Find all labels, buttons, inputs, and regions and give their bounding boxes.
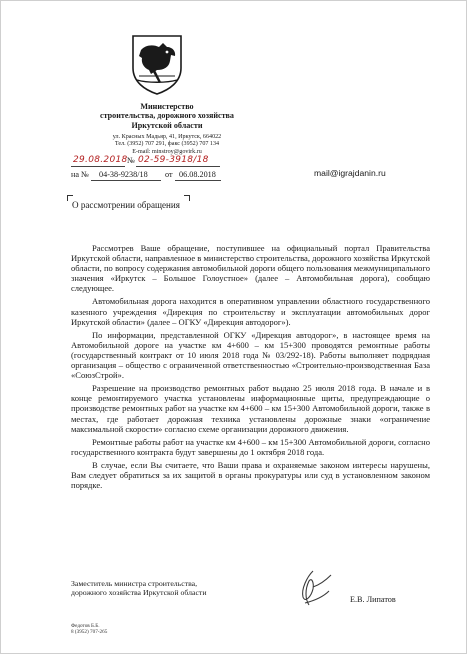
org-phone: Тел. (3952) 707 291, факс (3952) 707 134 [114, 141, 220, 148]
date-underline [71, 166, 125, 167]
signer-role-line-2: дорожного хозяйства Иркутской области [71, 588, 207, 597]
handwritten-signature [283, 567, 335, 609]
signer-name: Е.В. Липатов [350, 595, 396, 604]
signer-role [71, 579, 207, 597]
org-name-line-3: Иркутской области [131, 120, 203, 130]
body-paragraph-6: В случае, если Вы считаете, что Ваши права и охраняемые законом интересы нарушены, Вам следует обратиться за их защитой в органы прокуратуры или суд в установленном законом порядке. [71, 459, 430, 491]
handwritten-number-prefix: № [127, 156, 135, 165]
recipient-email: mail@igrajdanin.ru [314, 168, 386, 178]
handwritten-outgoing-number: 02-59-3918/18 [138, 155, 209, 165]
org-name-line-2: строительства, дорожного хозяйства [100, 111, 234, 121]
executor-phone: 8 (3952) 707-265 [71, 629, 108, 636]
reference-number: 04-38-9238/18 [99, 170, 148, 179]
letter-subject: О рассмотрении обращения [72, 200, 180, 210]
body-paragraph-1: Рассмотрев Ваше обращение, поступившее на официальный портал Правительства Иркутской области, направленное в министерство строительства, дорожного хозяйства Иркутской области, по вопросу содержания автомобильной дороги общего пользования межмуниципального значения «Иркутск – Большое Голоустное» (далее – Автомобильная дорога), сообщаю следующее. [71, 243, 430, 294]
ref-number-underline [91, 180, 161, 181]
signer-role-line-1: Заместитель министра строительства, [71, 579, 198, 588]
org-name-line-1: Министерство [140, 102, 194, 111]
letterhead [67, 102, 267, 156]
body-paragraph-3: По информации, представленной ОГКУ «Дирекция автодорог», в настоящее время на Автомобильной дороге на участке км 4+600 – км 15+300 проводятся ремонтные работы (государственный контракт от 10 июля 2018 года № 03/292-18). Работы выполняет подрядная организация – общество с ограниченной ответственностью «Строительно-производственная База «СоюзСтрой». [71, 329, 430, 381]
label-reference-from: от [165, 170, 173, 179]
body-paragraph-5: Ремонтные работы работ на участке км 4+600 – км 15+300 Автомобильной дороги, согласно государственного контракта будут завершены до 1 октября 2018 года. [71, 436, 430, 457]
handwritten-date: 29.08.2018 [73, 155, 128, 165]
executor-name: Федотов Б.Б. [71, 623, 100, 629]
irkutsk-coat-of-arms-icon [129, 34, 185, 96]
org-email: E-mail: minstroy@govirk.ru [132, 148, 202, 155]
letter-body [71, 243, 430, 493]
executor-info [71, 623, 107, 635]
number-underline [136, 166, 220, 167]
ref-date-underline [175, 180, 221, 181]
body-paragraph-4: Разрешение на производство ремонтных работ выдано 25 июля 2018 года. В начале и в конце ремонтируемого участка установлены информационные щиты, предупреждающие о производстве ремонтных работ на участке км 4+600 – км 15+300 Автомобильной дороги, также в местах, где работает дорожная техника установлены дорожные знаки «ограничение максимальной скорости» согласно схеме организации дорожного движения. [71, 383, 430, 434]
org-address: ул. Красных Мадьяр, 41, Иркутск, 664022 [112, 134, 222, 141]
subject-bracket-right [184, 195, 190, 201]
body-paragraph-2: Автомобильная дорога находится в оперативном управлении областного государственного казенного учреждения «Дирекция по строительству и эксплуатации автомобильных дорог Иркутской области» (далее – ОГКУ «Дирекция автодорог»). [71, 296, 430, 327]
reference-date: 06.08.2018 [179, 170, 216, 179]
label-reference-number: на № [71, 170, 89, 179]
